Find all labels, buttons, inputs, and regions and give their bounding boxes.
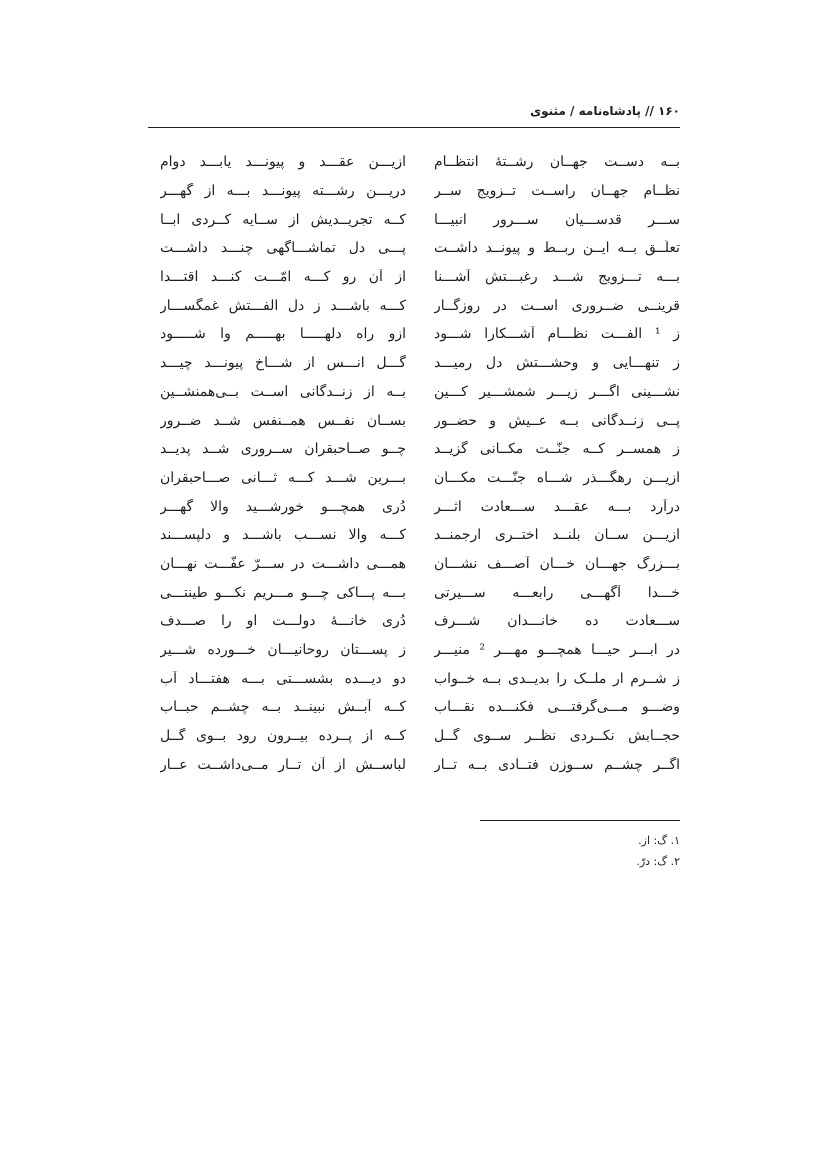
couplet [160,578,680,607]
hemistich-left: بســان نفــس همــنفس شــد ضــرور [160,412,406,429]
hemistich-left: همـــی داشـــت در ســـرّ عفّـــت نهـــان [160,555,406,572]
hemistich-left: بـــرین شـــد کـــه ثـــانی صـــاحبقران [160,469,406,486]
hemistich-left: گـــل انـــس از شـــاخ پیونـــد چیـــد [160,355,406,372]
hemistich-right: بـــه تـــزویج شـــد رغبـــتش آشـــنا [434,269,680,286]
hemistich-right: اگــر چشــم ســوزن فتــادی بــه تــار [434,756,680,773]
hemistich-left: پـــی دل تماشـــاگهی چنـــد داشـــت [160,240,406,257]
couplet [160,349,680,378]
hemistich-left: دریـــن رشـــته پیونـــد بـــه از گهـــر [160,183,406,200]
hemistich-left: کــه آبــش نبینــد بــه چشــم حبــاب [160,699,406,716]
hemistich-left: کــه از پــرده بیــرون رود بــوی گــل [160,728,406,745]
hemistich-left: دُری همچـــو خورشـــید والا گهـــر [160,498,406,515]
hemistich-right: ســـر قدســـیان ســـرور انبیـــا [434,211,680,228]
couplet [160,263,680,292]
hemistich-left: ز پســـتان روحانیـــان خـــورده شـــیر [160,642,406,659]
hemistich-right: ازیـــن ســان بلنــد اختــری ارجمنــد [434,527,680,544]
hemistich-right: بــه دســت جهــان رشــتهٔ انتظــام [434,154,680,171]
hemistich-right: نظــام جهــان راســت تــزویج ســر [434,183,680,200]
couplet [160,722,680,751]
couplet [160,464,680,493]
couplet [160,378,680,407]
couplet [160,320,680,349]
couplet [160,492,680,521]
hemistich-right: درآرد بـــه عقـــد ســـعادت اثـــر [434,498,680,515]
couplet [160,664,680,693]
hemistich-right: بـــزرگ جهـــان خـــان آصـــف نشـــان [434,555,680,572]
footnote: ۲. گ: درّ. [636,855,680,868]
hemistich-left: ازو راه دلهـــــا بهـــــم وا شـــــود [160,326,406,343]
hemistich-left: ازیـــن عقـــد و پیونـــد یابـــد دوام [160,154,406,171]
couplet [160,291,680,320]
couplet [160,693,680,722]
hemistich-left: کـــه باشـــد ز دل الفـــتش غمگســـار [160,297,406,314]
hemistich-right: حجــابش نکــردی نظــر ســوی گــل [434,728,680,745]
hemistich-right: خـــدا آگهـــی رابعـــه ســـیرتی [434,584,680,601]
hemistich-left: چــو صــاحبقران ســروری شــد پدیــد [160,441,406,458]
hemistich-right: پــی زنــدگانی بــه عــیش و حضــور [434,412,680,429]
hemistich-left: دُری خانـــهٔ دولـــت او را صـــدف [160,613,406,630]
hemistich-right: نشـــینی اگـــر زیـــر شمشـــیر کـــین [434,383,680,400]
running-head: ۱۶۰ // پادشاه‌نامه / مثنوی [530,104,680,118]
hemistich-right: تعلّــق بــه ایــن ربــط و پیونــد داشــت [434,240,680,257]
hemistich-right: ز ¹ الفـــت نظـــام آشـــکارا شـــود [434,326,680,343]
hemistich-right: وضـــو مـــی‌گرفتـــی فکنـــده نقـــاب [434,699,680,716]
hemistich-right: در ابـــر حیـــا همچـــو مهـــر ² منیـــر [434,642,680,659]
hemistich-right: ازیـــن رهگـــذر شـــاه جنّـــت مکـــان [434,469,680,486]
couplet [160,406,680,435]
couplet [160,234,680,263]
couplet [160,550,680,579]
hemistich-left: از آن رو کـــه امّـــت کنـــد اقتـــدا [160,269,406,286]
header-rule [148,127,680,128]
hemistich-left: بـــه پـــاکی چـــو مـــریم نکـــو طینتـــی [160,584,406,601]
hemistich-left: بــه از زنــدگانی اســت بــی‌همنشــین [160,383,406,400]
hemistich-right: ز شــرم ار ملــک را بدیــدی بــه خــواب [434,670,680,687]
couplet [160,521,680,550]
couplet [160,435,680,464]
hemistich-right: ز همســر کــه جنّــت مکــانی گزیــد [434,441,680,458]
couplet [160,148,680,177]
couplet [160,607,680,636]
couplet [160,177,680,206]
hemistich-right: ز تنهـــایی و وحشـــتش دل رمیـــد [434,355,680,372]
footnote: ۱. گ: از. [638,834,680,847]
hemistich-right: ســـعادت ده خانـــدان شـــرف [434,613,680,630]
couplet [160,750,680,779]
couplet [160,636,680,665]
hemistich-left: دو دیـــده بشســـتی بـــه هفتـــاد آب [160,670,406,687]
poem-body [160,148,680,779]
hemistich-left: کــه تجریــدیش از ســایه کــردی ابــا [160,211,406,228]
footnote-rule [480,820,680,821]
hemistich-left: کـــه والا نســـب باشـــد و دلپســـند [160,527,406,544]
couplet [160,205,680,234]
hemistich-right: قرینــی ضــروری اســت در روزگــار [434,297,680,314]
footnotes [480,834,680,876]
hemistich-left: لباســش از آن تــار مــی‌داشــت عــار [160,756,406,773]
